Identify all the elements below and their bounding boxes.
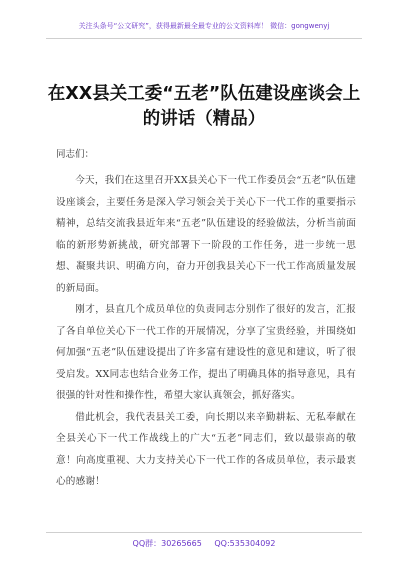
document-body <box>56 170 356 493</box>
footer-divider <box>46 532 362 533</box>
header-promo-note: 关注头条号“公文研究”，获得最新最全最专业的公文资料库！ 微信：gongwenyj <box>78 22 330 30</box>
paragraph-2: 刚才，县直几个成员单位的负责同志分别作了很好的发言，汇报了各自单位关心下一代工作的开展情况，分享了宝贵经验，并围绕如何加强“五老”队伍建设提出了许多富有建设性的意见和建议，听了很受启发。XX同志也结合业务工作，提出了明确具体的指导意见，具有很强的针对性和操作性，希望大家认真领会，抓好落实。 <box>56 304 356 401</box>
footer-qq-number: QQ:535304092 <box>214 539 276 548</box>
paragraph-1: 今天，我们在这里召开XX县关心下一代工作委员会“五老”队伍建设座谈会，主要任务是深入学习领会关于关心下一代工作的重要指示精神，总结交流我县近年来“五老”队伍建设的经验做法，分析当前面临的新形势新挑战，研究部署下一阶段的工作任务，进一步统一思想、凝聚共识、明确方向，奋力开创我县关心下一代工作高质量发展的新局面。 <box>56 175 356 294</box>
footer-qq-group: QQ群：30265665 <box>132 539 202 548</box>
document-title: 在XX县关工委“五老”队伍建设座谈会上的讲话（精品） <box>47 84 361 129</box>
paragraph-3: 借此机会，我代表县关工委，向长期以来辛勤耕耘、无私奉献在全县关心下一代工作战线上的广大“五老”同志们，致以最崇高的敬意！向高度重视、大力支持关心下一代工作的各成员单位，表示最衷心的感谢！ <box>56 411 356 487</box>
header-divider <box>46 38 362 39</box>
footer-contact <box>0 538 408 549</box>
salutation: 同志们： <box>56 149 95 160</box>
